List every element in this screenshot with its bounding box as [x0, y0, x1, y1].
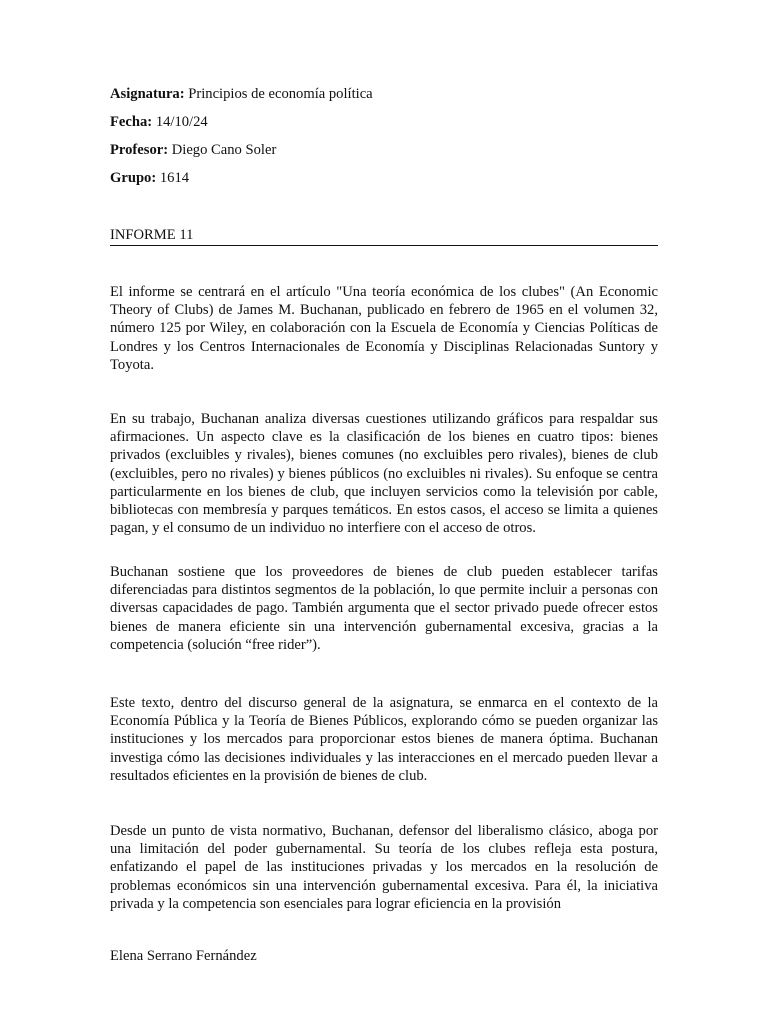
- grupo-line: [110, 169, 658, 187]
- profesor-line: [110, 141, 658, 159]
- grupo-label: Grupo:: [110, 170, 157, 186]
- paragraph-normative: Desde un punto de vista normativo, Buchanan, defensor del liberalismo clásico, aboga por una limitación del poder gubernamental. Su teoría de los clubes refleja esta postura, enfatizando el papel de las instituciones privadas y los mercados en la resolución de problemas económicos sin una intervención gubernamental excesiva. Para él, la iniciativa privada y la competencia son esenciales para lograr eficiencia en la provisión: [110, 823, 658, 912]
- asignatura-label: Asignatura:: [110, 86, 185, 102]
- fecha-value: 14/10/24: [155, 114, 208, 130]
- fecha-line: [110, 113, 658, 131]
- profesor-value: Diego Cano Soler: [171, 142, 277, 158]
- asignatura-line: [110, 85, 658, 103]
- fecha-label: Fecha:: [110, 114, 153, 130]
- document-header: [110, 85, 658, 197]
- paragraph-analysis: En su trabajo, Buchanan analiza diversas cuestiones utilizando gráficos para respaldar sus afirmaciones. Un aspecto clave es la clasificación de los bienes en cuatro tipos: bienes privados (excluibles y rivales), bienes comunes (no excluibles pero rivales), bienes de club (excluibles, pero no rivales) y bienes públicos (no excluibles ni rivales). Su enfoque se centra particularmente en los bienes de club, que incluyen servicios como la televisión por cable, bibliotecas con membresía y parques temáticos. En estos casos, el acceso se limita a quienes pagan, y el consumo de un individuo no interfiere con el acceso de otros.: [110, 411, 658, 537]
- footer-author: Elena Serrano Fernández: [110, 948, 257, 964]
- paragraph-pricing: Buchanan sostiene que los proveedores de bienes de club pueden establecer tarifas diferenciadas para distintos segmentos de la población, lo que permite incluir a personas con diversas capacidades de pago. También argumenta que el sector privado puede ofrecer estos bienes de manera eficiente sin una intervención gubernamental excesiva, gracias a la competencia (solución “free rider”).: [110, 564, 658, 653]
- profesor-label: Profesor:: [110, 142, 169, 158]
- grupo-value: 1614: [159, 170, 190, 186]
- report-title: INFORME 11: [110, 226, 658, 246]
- asignatura-value: Principios de economía política: [188, 86, 373, 102]
- paragraph-normative-container: [110, 822, 658, 913]
- paragraph-intro: El informe se centrará en el artículo "Una teoría económica de los clubes" (An Economic Theory of Clubs) de James M. Buchanan, publicado en febrero de 1965 en el volumen 32, número 125 por Wiley, en colaboración con la Escuela de Economía y Ciencias Políticas de Londres y los Centros Internacionales de Economía y Disciplinas Relacionadas Suntory y Toyota.: [110, 284, 658, 373]
- paragraph-context: Este texto, dentro del discurso general de la asignatura, se enmarca en el contexto de la Economía Pública y la Teoría de Bienes Públicos, explorando cómo se pueden organizar las instituciones y los mercados para proporcionar estos bienes de manera óptima. Buchanan investiga cómo las decisiones individuales y las interacciones en el mercado pueden llevar a resultados eficientes en la provisión de bienes de club.: [110, 695, 658, 784]
